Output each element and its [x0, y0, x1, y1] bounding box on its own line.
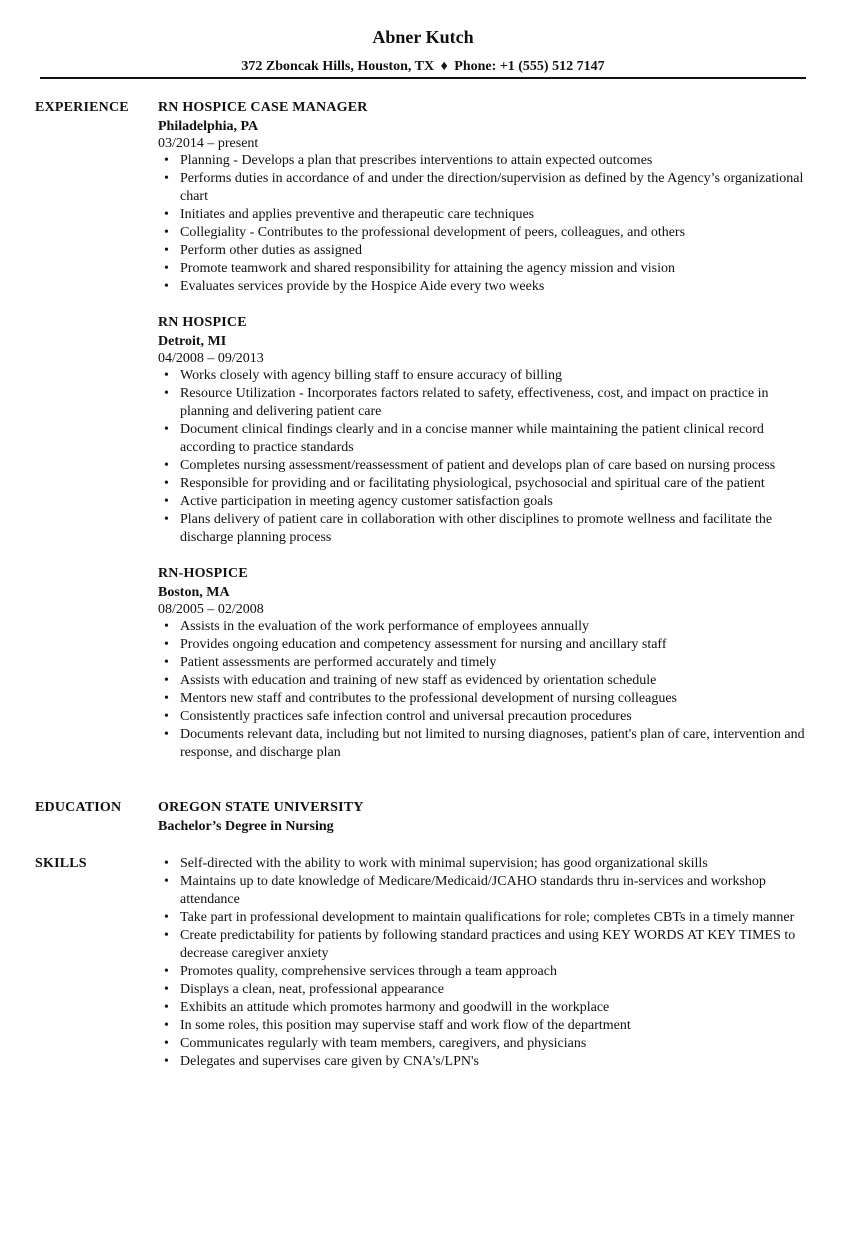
list-item: • Evaluates services provide by the Hospice Aide every two weeks [158, 278, 813, 296]
job-entry [158, 314, 813, 547]
school-name: OREGON STATE UNIVERSITY [158, 800, 364, 815]
list-item: • Resource Utilization - Incorporates factors related to safety, effectiveness, cost, and impact on practice in planning and delivering patient care [158, 385, 813, 421]
list-item: • Planning - Develops a plan that prescribes interventions to attain expected outcomes [158, 152, 813, 170]
education-body [158, 799, 813, 836]
job-location: Detroit, MI [158, 334, 227, 349]
phone: Phone: +1 (555) 512 7147 [454, 59, 605, 74]
job-bullets [158, 152, 813, 296]
header-divider [40, 77, 806, 79]
degree: Bachelor’s Degree in Nursing [158, 819, 334, 834]
candidate-name: Abner Kutch [372, 27, 474, 47]
list-item: • Communicates regularly with team members, caregivers, and physicians [158, 1035, 813, 1053]
list-item: • Create predictability for patients by following standard practices and using KEY WORDS AT KEY TIMES to decrease caregiver anxiety [158, 927, 813, 963]
job-title: RN-HOSPICE [158, 566, 248, 581]
education-heading: EDUCATION [35, 800, 122, 815]
list-item: • Promotes quality, comprehensive services through a team approach [158, 963, 813, 981]
job-dates: 04/2008 – 09/2013 [158, 351, 264, 366]
list-item: • Responsible for providing and or facilitating physiological, psychosocial and spiritual care of the patient [158, 475, 813, 493]
job-entry [158, 565, 813, 762]
list-item: • Consistently practices safe infection control and universal precaution procedures [158, 708, 813, 726]
list-item: • Patient assessments are performed accurately and timely [158, 654, 813, 672]
list-item: • Active participation in meeting agency customer satisfaction goals [158, 493, 813, 511]
skills-body [158, 855, 813, 1071]
list-item: • Exhibits an attitude which promotes harmony and goodwill in the workplace [158, 999, 813, 1017]
job-title: RN HOSPICE CASE MANAGER [158, 100, 368, 115]
job-bullets [158, 618, 813, 762]
list-item: • Displays a clean, neat, professional appearance [158, 981, 813, 999]
skills-list [158, 855, 813, 1071]
list-item: • Completes nursing assessment/reassessment of patient and develops plan of care based on nursing process [158, 457, 813, 475]
address: 372 Zboncak Hills, Houston, TX [241, 59, 435, 74]
list-item: • Performs duties in accordance of and under the direction/supervision as defined by the Agency’s organizational chart [158, 170, 813, 206]
experience-heading: EXPERIENCE [35, 100, 129, 115]
contact-line [0, 58, 846, 76]
list-item: • Provides ongoing education and competency assessment for nursing and ancillary staff [158, 636, 813, 654]
list-item: • In some roles, this position may supervise staff and work flow of the department [158, 1017, 813, 1035]
list-item: • Mentors new staff and contributes to the professional development of nursing colleagues [158, 690, 813, 708]
list-item: • Documents relevant data, including but not limited to nursing diagnoses, patient's plan of care, intervention and response, and discharge plan [158, 726, 813, 762]
job-dates: 08/2005 – 02/2008 [158, 602, 264, 617]
experience-body [158, 99, 813, 780]
list-item: • Document clinical findings clearly and in a concise manner while maintaining the patient clinical record according to practice standards [158, 421, 813, 457]
job-location: Philadelphia, PA [158, 119, 259, 134]
job-title: RN HOSPICE [158, 315, 247, 330]
job-dates: 03/2014 – present [158, 136, 259, 151]
list-item: • Collegiality - Contributes to the professional development of peers, colleagues, and others [158, 224, 813, 242]
job-location: Boston, MA [158, 585, 230, 600]
list-item: • Assists with education and training of new staff as evidenced by orientation schedule [158, 672, 813, 690]
diamond-separator-icon: ♦ [440, 59, 448, 74]
list-item: • Perform other duties as assigned [158, 242, 813, 260]
list-item: • Self-directed with the ability to work with minimal supervision; has good organizational skills [158, 855, 813, 873]
list-item: • Take part in professional development to maintain qualifications for role; completes CBTs in a timely manner [158, 909, 813, 927]
list-item: • Initiates and applies preventive and therapeutic care techniques [158, 206, 813, 224]
list-item: • Works closely with agency billing staff to ensure accuracy of billing [158, 367, 813, 385]
job-bullets [158, 367, 813, 547]
skills-heading: SKILLS [35, 856, 87, 871]
list-item: • Delegates and supervises care given by CNA's/LPN's [158, 1053, 813, 1071]
list-item: • Maintains up to date knowledge of Medicare/Medicaid/JCAHO standards thru in-services and workshop attendance [158, 873, 813, 909]
list-item: • Plans delivery of patient care in collaboration with other disciplines to promote wellness and facilitate the discharge planning process [158, 511, 813, 547]
list-item: • Assists in the evaluation of the work performance of employees annually [158, 618, 813, 636]
job-entry [158, 99, 813, 296]
list-item: • Promote teamwork and shared responsibility for attaining the agency mission and vision [158, 260, 813, 278]
